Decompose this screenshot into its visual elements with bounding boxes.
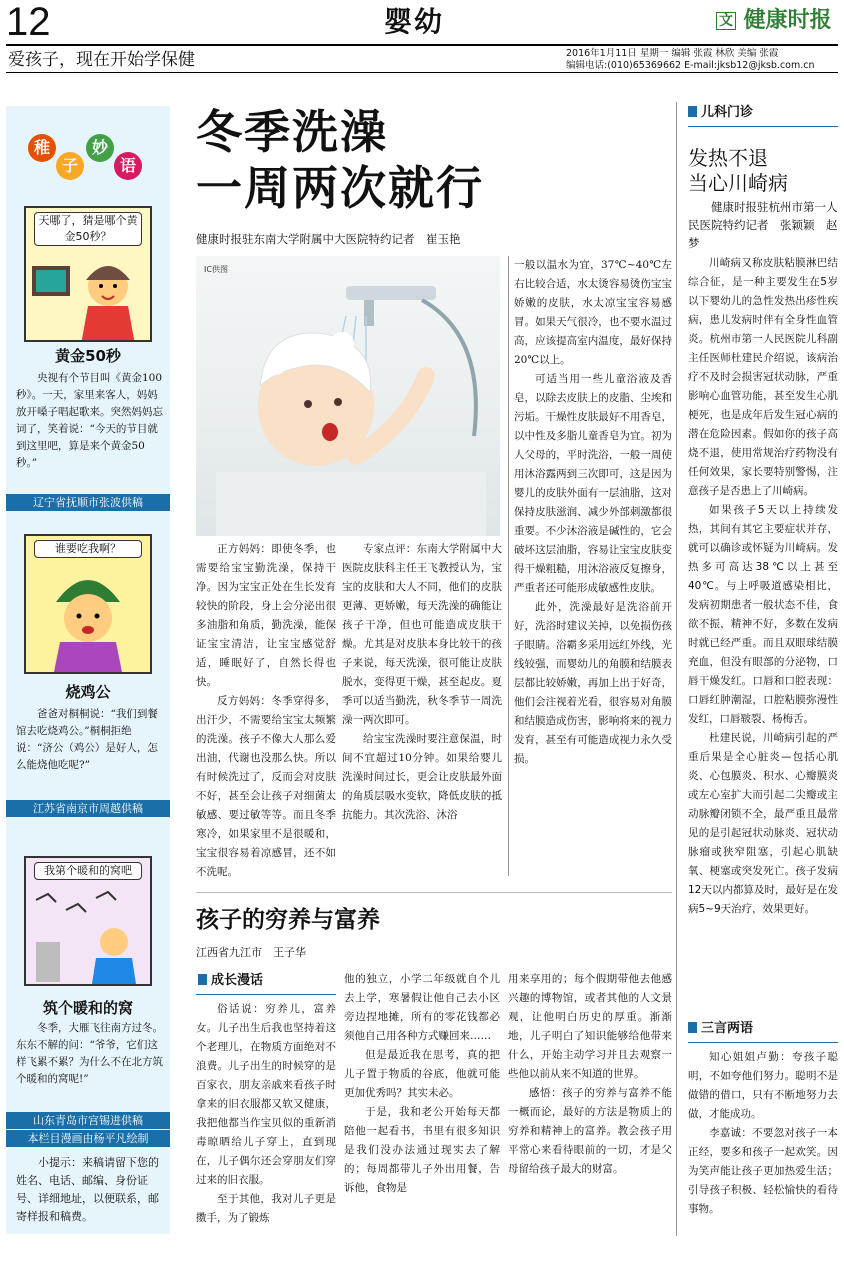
page-number: 12 — [6, 0, 51, 44]
column-logo — [28, 116, 146, 186]
paragraph: 但是最近我在思考，真的把儿子置于物质的谷底，他就可能更加优秀吗？其实未必。 — [344, 1049, 500, 1099]
paragraph: 于是，我和老公开始每天都陪他一起看书，书里有很多知识是我们没办法通过现实去了解的；每周都带儿子外出用餐，告诉他，食物是 — [344, 1106, 500, 1194]
paragraph: 川崎病又称皮肤粘膜淋巴结综合征，是一种主要发生在5岁以下婴幼儿的急性发热出疹性疾病，患儿发病时伴有全身性血管炎。杭州市第一人民医院儿科副主任医师杜建民介绍说，该病治疗不及时会损害冠状动脉，严重影响心血管功能，甚至发生心肌梗死，也是成年后发生冠心病的潜在危险因素。假如你的孩子高烧不退，使用常规治疗药物没有任何效果，家长要特别警惕，注意孩子是否患上了川崎病。 — [688, 257, 838, 497]
submission-tip: 小提示：来稿请留下您的姓名、电话、邮编、身份证号、详细地址，以便联系，邮寄样报和稿费。 — [16, 1156, 159, 1223]
cartoon-girl-tv-image — [26, 246, 150, 342]
paragraph: 一般以温水为宜，37℃~40℃左右比较合适，水太烫容易烫伤宝宝娇嫩的皮肤，水太凉宝宝容易感冒。如果天气很冷，也不要水温过高，应该提高室内温度，最好保持20℃以上。 — [514, 259, 672, 366]
cartoon-1 — [24, 206, 152, 342]
paragraph: 给宝宝洗澡时要注意保温，时间不宜超过10分钟。如果给婴儿洗澡时间过长，更会让皮肤最外面的角质层吸水变软，降低皮肤的抵抗能力。其次洗浴、沐浴 — [342, 733, 502, 821]
tag-underline — [196, 994, 336, 995]
item-body: 冬季，大雁飞往南方过冬。东东不解的问：“爷爷，它们这样飞累不累？为什么不在北方筑个暖和的窝呢!” — [16, 1022, 163, 1085]
column-divider — [676, 102, 677, 1236]
paragraph: 正方妈妈：即使冬季，也需要给宝宝勤洗澡，保持干净。因为宝宝正处在生长发育较快的阶段，身上会分泌出很多油脂和角质，勤洗澡，能保证宝宝清洁，让宝宝感觉舒适，睡眠好了，自然长得也快。 — [196, 543, 336, 688]
right-body — [688, 254, 838, 1006]
right-headline-line-2: 当心川崎病 — [688, 171, 788, 195]
bath-photo — [196, 256, 500, 536]
masthead-name: 健康时报 — [743, 8, 832, 33]
logo-char-4: 语 — [114, 152, 142, 180]
paragraph: 如果孩子5天以上持续发热，其间有其它主要症状并存，就可以确诊或怀疑为川崎病。发热多可高达38℃以上甚至40℃。与上呼吸道感染相比，发病初期患者一般状态不佳，食欲不振，精神不好，多数在发病时就已经严重。而且双眼球结膜充血，但没有眼部的分泌物，口唇干燥发红。口唇和口腔表现：口唇红肿潮湿，口腔粘膜弥漫性发红，口唇皲裂、杨梅舌。 — [688, 504, 838, 725]
second-column-1 — [196, 1000, 336, 1236]
cartoon-3 — [24, 856, 152, 986]
column-divider — [508, 256, 509, 876]
paragraph: 至于其他，我对儿子更是擞手，为了锻炼 — [196, 1193, 336, 1224]
article-column-3 — [514, 256, 672, 878]
header-slogan: 爱孩子，现在开始学保健 — [8, 50, 195, 70]
second-column-3 — [508, 970, 672, 1236]
cartoon-2 — [24, 534, 152, 674]
item-body: 央视有个节目叫《黄金100秒》。一天，家里来客人，妈妈放开嗓子唱起歌来。突然妈妈忘词了，笑着说：“今天的节目就到这里吧，算是来个黄金50秒。” — [16, 372, 163, 469]
header-rule — [6, 44, 838, 46]
tag-marker-icon — [688, 106, 697, 117]
right-byline: 健康时报驻杭州市第一人民医院特约记者 张颖颖 赵梦 — [688, 200, 838, 250]
tag-label: 成长漫话 — [211, 973, 264, 988]
item-credit: 山东青岛市宫锡进供稿 — [6, 1112, 170, 1129]
article-headline — [196, 104, 484, 216]
paragraph: 俗话说：穷养儿，富养女。儿子出生后我也坚持着这个老理儿，在物质方面绝对不浪费。儿子出生的时候穿的是百家衣，朋友亲戚来看孩子时拿来的旧衣服都又软又健康，我把他都当作宝贝似的重新消毒晾晒给儿子穿上，直到现在，儿子偶尔还会穿朋友们穿过来的旧衣服。 — [196, 1003, 336, 1186]
photo-credit: IC供图 — [204, 265, 228, 274]
cartoon-bubble: 天哪了，猜是哪个黄金50秒？ — [34, 212, 142, 246]
paragraph: 专家点评：东南大学附属中大医院皮肤科主任王飞教授认为，宝宝的皮肤和大人不同，他们的皮肤更薄、更娇嫩，每天洗澡的确能让孩子干净，但也可能造成皮肤干燥。尤其是对皮肤本身比较干的孩子来说，每天洗澡，很可能让皮肤脱水，变得更干燥，甚至起皮。夏季可以适当勤洗，秋冬季节一周洗澡一两次即可。 — [342, 543, 502, 726]
masthead-prefix: 文 — [716, 12, 736, 30]
quote: 李嘉诚：不要忽对孩子一本正经，要多和孩子一起欢笑。因为笑声能让孩子更加热爱生活；引导孩子积极、轻松愉快的看待事物。 — [688, 1127, 838, 1215]
logo-char-2: 子 — [56, 152, 84, 180]
headline-line-2: 一周两次就行 — [196, 161, 484, 215]
cartoon-bubble: 我第个暖和的窝吧 — [34, 862, 142, 880]
paragraph: 杜建民说，川崎病引起的严重后果是全心脏炎—包括心肌炎、心包膜炎、积水、心瓣膜炎或左心室扩大而引起二尖瓣或主动脉瓣闭锁不全，最严重且最常见的是引起冠状动脉炎、冠状动脉瘤或狭窄阻塞，引起心肌缺氧、梗塞或突发死亡。孩子发病12天以内都算及时，最好是在发病5~9天治疗，效果更好。 — [688, 732, 838, 915]
item-credit: 辽宁省抚顺市张波供稿 — [6, 494, 170, 511]
logo-char-3: 妙 — [86, 134, 114, 162]
tag-pediatrics — [688, 104, 753, 122]
tag-label: 儿科门诊 — [701, 105, 754, 120]
cartoon-bubble: 谁要吃我啊？ — [34, 540, 142, 558]
tag-underline — [688, 126, 838, 127]
cartoon-boy-hat-image — [26, 558, 150, 674]
item-title: 烧鸡公 — [65, 683, 111, 701]
section-title: 婴幼 — [384, 5, 445, 38]
tag-underline — [688, 1042, 838, 1043]
paragraph: 用来享用的；每个假期带他去他感兴趣的博物馆，或者其他的人文景观，让他明白历史的厚重。渐渐地，儿子明白了知识能够给他带来什么，开始主动学习并且去观察一些他以前从来不知道的世界。 — [508, 973, 672, 1080]
child-shower-image — [196, 256, 500, 536]
section-divider — [196, 892, 672, 893]
paragraph: 感悟：孩子的穷养与富养不能一概而论，最好的方法是物质上的穷养和精神上的富养。教会孩子用平常心来看待眼前的一切，才是父母留给孩子最大的财富。 — [508, 1087, 672, 1175]
second-headline: 孩子的穷养与富养 — [196, 906, 380, 933]
issue-date-editors: 2016年1月11日 星期一 编辑 张霞 林欣 美编 张霞 — [566, 48, 779, 59]
paragraph: 他的独立，小学二年级就自个儿去上学，寒暑假让他自己去小区旁边捏地摊，所有的零花钱都必须他自己用各种方式赚回来…… — [344, 973, 500, 1042]
quotes-body — [688, 1048, 838, 1236]
right-headline — [688, 146, 788, 196]
header-rule-bottom — [6, 72, 838, 73]
issue-contact: 编辑电话:(010)65369662 E-mail:jksb12@jksb.com.cn — [566, 60, 815, 71]
tag-growth-talk — [198, 972, 263, 990]
sidebar-kids-quotes — [6, 106, 170, 1234]
tag-marker-icon — [688, 1022, 697, 1033]
item-body: 爸爸对桐桐说：“我们到餐馆去吃烧鸡公。”桐桐拒绝说：“济公（鸡公）是好人，怎么能烧他吃呢?” — [16, 708, 158, 771]
logo-char-1: 稚 — [28, 134, 56, 162]
paragraph: 反方妈妈：冬季穿得多，出汗少，不需要给宝宝太频繁的洗澡。孩子不像大人那么爱出油，代谢也没那么快。所以有时候洗过了，反而会对皮肤不好，甚至会让孩子对细菌太敏感、要过敏等等。而且冬季寒冷，如果家里不是很暖和，宝宝很容易着凉感冒，还不如不洗呢。 — [196, 695, 336, 878]
item-credit: 江苏省南京市周越供稿 — [6, 800, 170, 817]
article-column-2 — [342, 540, 502, 888]
issue-info — [566, 48, 815, 72]
quote: 知心姐姐卢勤：夸孩子聪明，不如夸他们努力。聪明不是做错的借口，只有不断地努力去做，才能成功。 — [688, 1051, 838, 1120]
cartoon-geese-image — [26, 880, 150, 986]
paragraph: 可适当用一些儿童浴液及香皂，以除去皮肤上的皮脂、尘埃和污垢。干燥性皮肤最好不用香皂，以中性及多脂儿童香皂为宜。初为人父母的，平时洗浴，一般一周使用沐浴露两到三次即可，这是因为婴儿的皮肤外面有一层油脂，这对保持皮肤滋润、减少外部刺激都很重要。不少沐浴液是碱性的，它会破坏这层油脂，容易让宝宝皮肤变得干燥粗糙，用沐浴液反复擦身，严重者还可能形成敏感性皮肤。 — [514, 373, 672, 594]
tag-quotes — [688, 1020, 753, 1038]
masthead-logo — [716, 6, 832, 36]
right-headline-line-1: 发热不退 — [688, 146, 768, 170]
headline-line-1: 冬季洗澡 — [196, 105, 388, 159]
tag-label: 三言两语 — [701, 1021, 754, 1036]
paragraph: 此外，洗澡最好是洗浴前开好，洗浴时建议关掉，以免损伤孩子眼睛。浴霸多采用远红外线，光线较强，而婴幼儿的角膜和结膜表层都比较娇嫩，再加上出于好奇，他们会注视着光看，很容易对角膜和结膜造成伤害，影响将来的视力发育，甚至有可能造成视力永久受损。 — [514, 601, 672, 765]
cartoon-artist-credit: 本栏目漫画由杨平凡绘制 — [6, 1130, 170, 1147]
second-column-2 — [344, 970, 500, 1236]
tag-marker-icon — [198, 974, 207, 985]
article-byline: 健康时报驻东南大学附属中大医院特约记者 崔玉艳 — [196, 232, 461, 246]
article-column-1 — [196, 540, 336, 888]
item-title: 黄金50秒 — [55, 347, 121, 365]
item-title: 筑个暖和的窝 — [42, 999, 133, 1017]
second-byline: 江西省九江市 王子华 — [196, 946, 306, 959]
